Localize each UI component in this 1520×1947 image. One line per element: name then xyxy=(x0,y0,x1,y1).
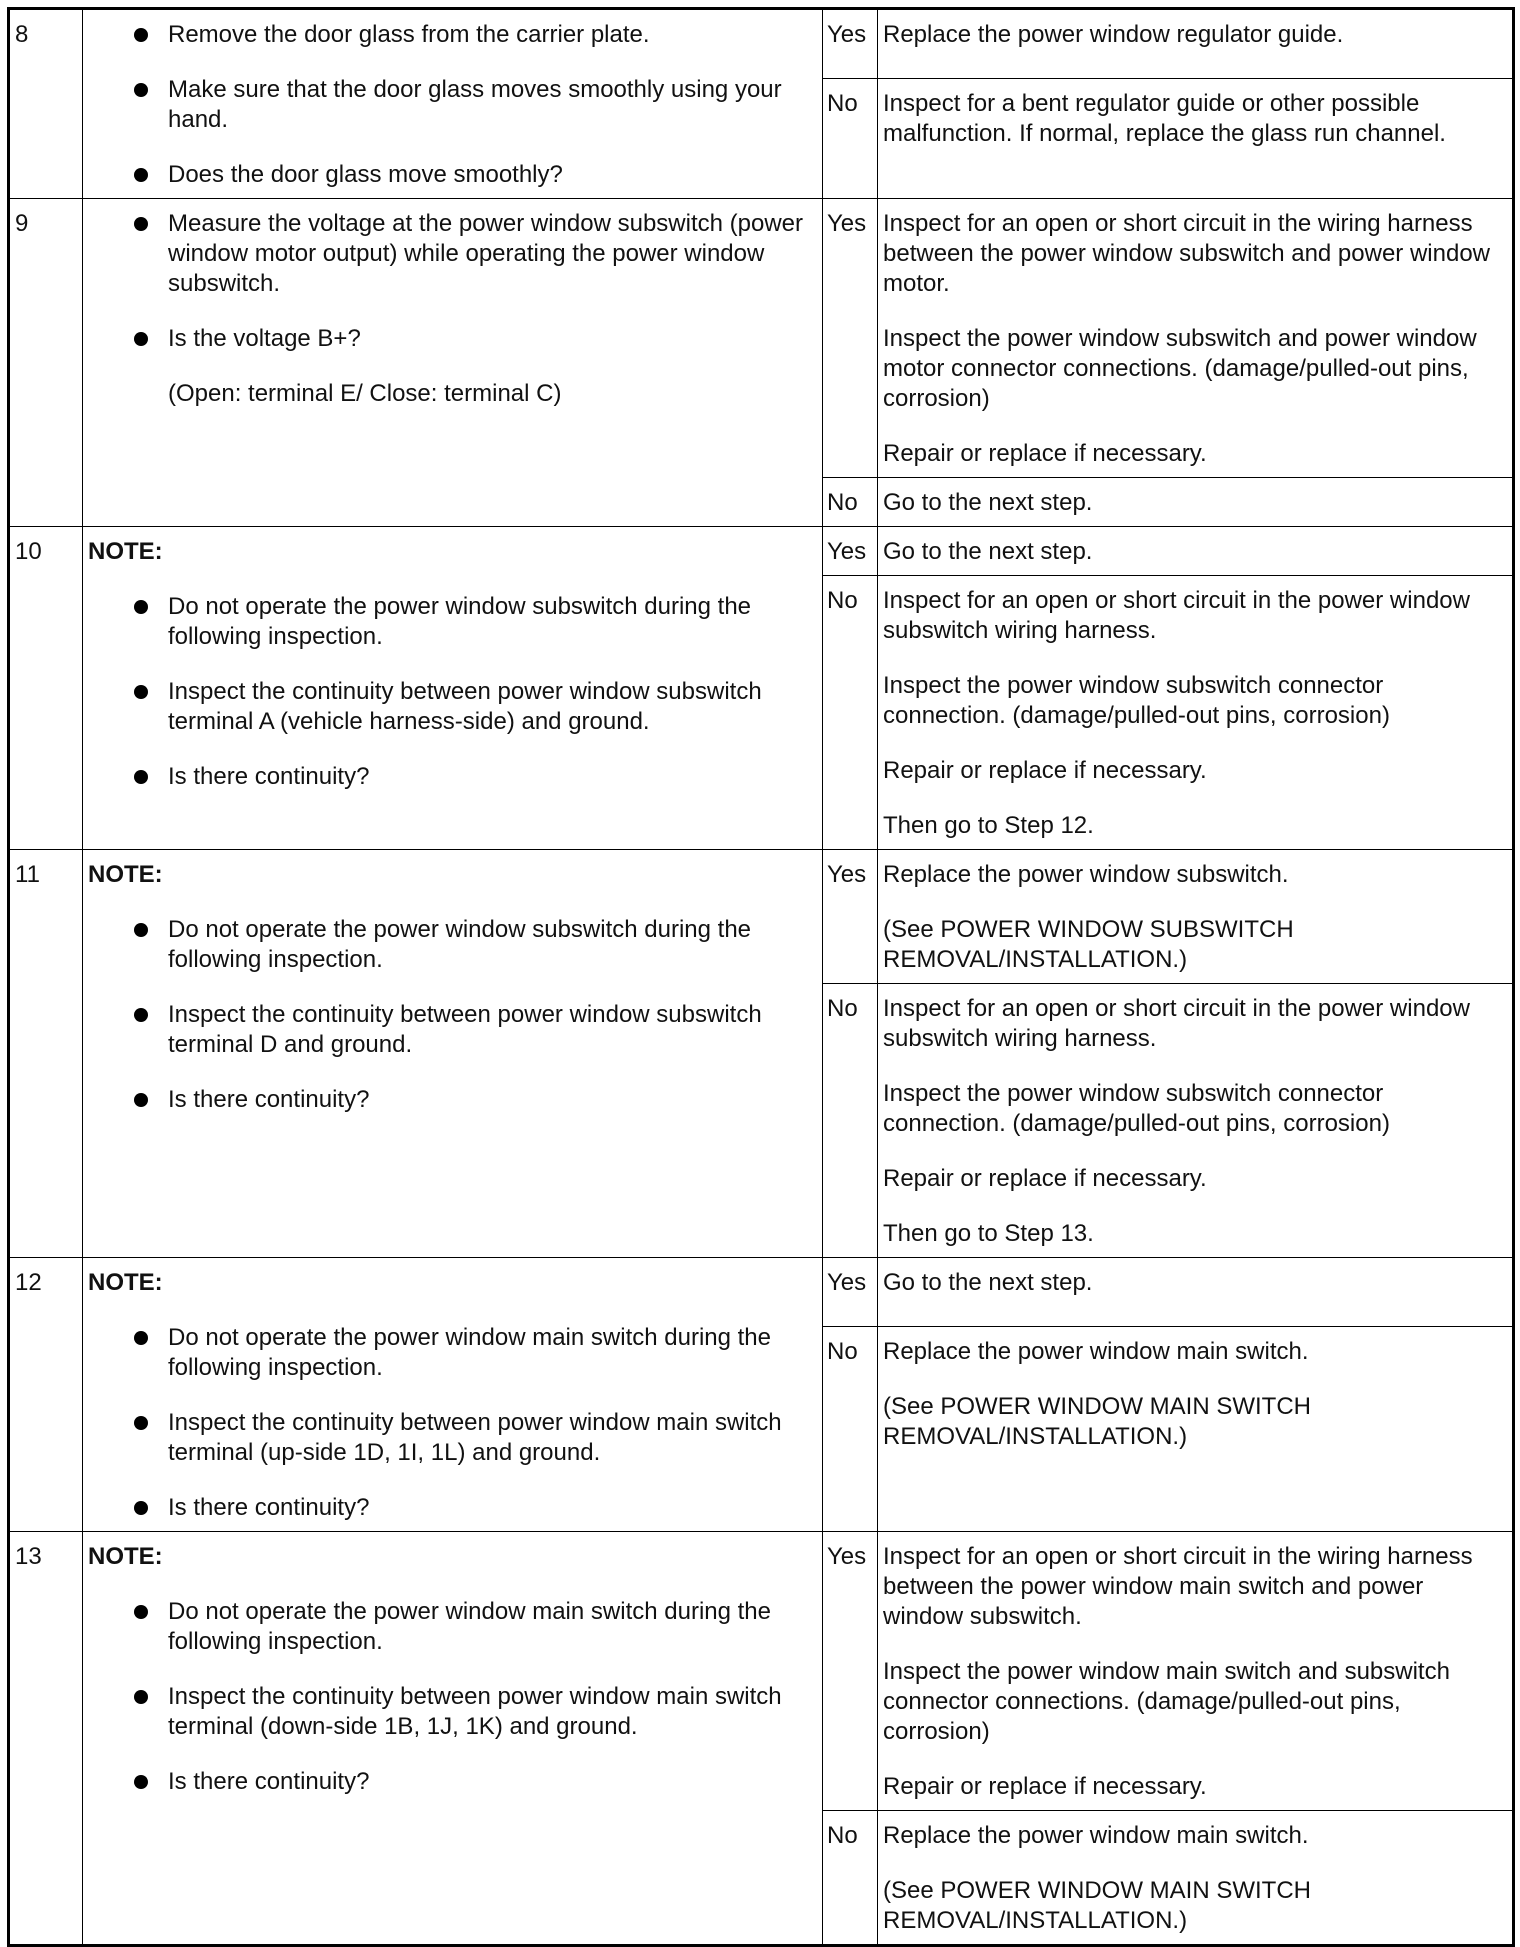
action-cell xyxy=(878,850,1514,984)
list-item xyxy=(88,75,812,135)
inspection-cell xyxy=(83,527,823,850)
action-cell xyxy=(878,576,1514,850)
troubleshooting-table xyxy=(7,7,1515,1947)
bullet-dot-icon xyxy=(134,1093,148,1107)
action-text: Go to the next step. xyxy=(883,1269,1093,1296)
result-label: Yes xyxy=(823,850,878,984)
step-number: 9 xyxy=(9,199,83,527)
table-row xyxy=(9,9,1514,79)
list-item xyxy=(88,160,812,190)
bullet-dot-icon xyxy=(134,1775,148,1789)
result-label: No xyxy=(823,1326,878,1531)
action-text: Replace the power window main switch. xyxy=(883,1337,1309,1365)
action-text: Inspect for an open or short circuit in the power window subswitch wiring harness. xyxy=(883,995,1470,1052)
inspection-text: Do not operate the power window subswitch during the following inspection. xyxy=(168,593,752,650)
note-label: NOTE: xyxy=(88,1269,163,1296)
result-label: No xyxy=(823,478,878,527)
result-label: Yes xyxy=(823,9,878,79)
action-text: Inspect the power window main switch and subswitch connector connections. (damage/pulled-out pins, corrosion) xyxy=(883,1658,1450,1745)
inspection-list xyxy=(88,1597,812,1797)
action-text: Then go to Step 12. xyxy=(883,812,1094,839)
action-text: Repair or replace if necessary. xyxy=(883,1773,1207,1800)
inspection-text: Is there continuity? xyxy=(168,1494,370,1521)
bullet-dot-icon xyxy=(134,923,148,937)
inspection-list xyxy=(88,20,812,190)
action-text: Repair or replace if necessary. xyxy=(883,1165,1207,1192)
inspection-text: Inspect the continuity between power window subswitch terminal D and ground. xyxy=(168,1001,762,1058)
inspection-text: Is there continuity? xyxy=(168,763,370,790)
action-text: (See POWER WINDOW MAIN SWITCH REMOVAL/INSTALLATION.) xyxy=(883,1877,1311,1934)
table-row xyxy=(9,1258,1514,1327)
action-text: Go to the next step. xyxy=(883,489,1093,516)
inspection-list xyxy=(88,1323,812,1523)
action-text: Inspect the power window subswitch and power window motor connector connections. (damage/pulled-out pins, corrosion) xyxy=(883,325,1477,412)
action-text: Repair or replace if necessary. xyxy=(883,757,1207,784)
action-cell xyxy=(878,527,1514,576)
inspection-cell xyxy=(83,1532,823,1946)
bullet-dot-icon xyxy=(134,1690,148,1704)
inspection-cell xyxy=(83,1258,823,1532)
inspection-list xyxy=(88,592,812,792)
list-item xyxy=(88,1767,812,1797)
inspection-text: Inspect the continuity between power window main switch terminal (up-side 1D, 1I, 1L) and ground. xyxy=(168,1409,782,1466)
inspection-text: Do not operate the power window main switch during the following inspection. xyxy=(168,1324,771,1381)
bullet-dot-icon xyxy=(134,217,148,231)
step-number: 10 xyxy=(9,527,83,850)
list-item xyxy=(88,915,812,975)
table-row xyxy=(9,199,1514,478)
result-label: No xyxy=(823,1811,878,1946)
action-text: Inspect for an open or short circuit in the power window subswitch wiring harness. xyxy=(883,587,1470,644)
action-cell xyxy=(878,9,1514,79)
action-cell xyxy=(878,478,1514,527)
inspection-text: Does the door glass move smoothly? xyxy=(168,161,563,188)
list-item xyxy=(88,1323,812,1383)
action-text: Inspect for an open or short circuit in the wiring harness between the power window main switch and power window subswitch. xyxy=(883,1543,1473,1630)
result-label: Yes xyxy=(823,1532,878,1811)
list-item xyxy=(88,592,812,652)
bullet-dot-icon xyxy=(134,1501,148,1515)
terminal-note: (Open: terminal E/ Close: terminal C) xyxy=(168,380,562,407)
inspection-list xyxy=(88,209,812,354)
bullet-dot-icon xyxy=(134,28,148,42)
result-label: Yes xyxy=(823,527,878,576)
action-cell xyxy=(878,199,1514,478)
list-item xyxy=(88,677,812,737)
list-item xyxy=(88,1682,812,1742)
step-number: 8 xyxy=(9,9,83,199)
bullet-dot-icon xyxy=(134,770,148,784)
table-row xyxy=(9,1532,1514,1811)
inspection-text: Is the voltage B+? xyxy=(168,325,361,352)
inspection-text: Is there continuity? xyxy=(168,1768,370,1795)
result-label: Yes xyxy=(823,199,878,478)
list-item xyxy=(88,1000,812,1060)
action-cell xyxy=(878,1258,1514,1327)
action-text: Replace the power window regulator guide. xyxy=(883,21,1344,48)
action-cell xyxy=(878,79,1514,199)
list-item xyxy=(88,1597,812,1657)
note-label: NOTE: xyxy=(88,861,163,888)
action-cell xyxy=(878,1532,1514,1811)
step-number: 12 xyxy=(9,1258,83,1532)
bullet-dot-icon xyxy=(134,1605,148,1619)
bullet-dot-icon xyxy=(134,1008,148,1022)
action-cell xyxy=(878,1326,1514,1531)
inspection-text: Do not operate the power window main switch during the following inspection. xyxy=(168,1598,771,1655)
list-item xyxy=(88,1085,812,1115)
inspection-text: Do not operate the power window subswitch during the following inspection. xyxy=(168,916,752,973)
action-text: Replace the power window main switch. xyxy=(883,1822,1309,1849)
list-item xyxy=(88,1408,812,1468)
action-text: Then go to Step 13. xyxy=(883,1220,1094,1247)
list-item xyxy=(88,1493,812,1523)
action-text: Inspect the power window subswitch connector connection. (damage/pulled-out pins, corrosion) xyxy=(883,1080,1390,1137)
result-label: No xyxy=(823,984,878,1258)
inspection-text: Is there continuity? xyxy=(168,1086,370,1113)
table-row xyxy=(9,527,1514,576)
action-text: Inspect for an open or short circuit in the wiring harness between the power window subswitch and power window motor. xyxy=(883,210,1491,297)
step-number: 13 xyxy=(9,1532,83,1946)
list-item xyxy=(88,762,812,792)
action-text: Inspect the power window subswitch connector connection. (damage/pulled-out pins, corrosion) xyxy=(883,672,1390,729)
bullet-dot-icon xyxy=(134,685,148,699)
bullet-dot-icon xyxy=(134,1331,148,1345)
list-item xyxy=(88,324,812,354)
action-text: Go to the next step. xyxy=(883,538,1093,565)
action-text: (See POWER WINDOW SUBSWITCH REMOVAL/INSTALLATION.) xyxy=(883,916,1294,973)
inspection-cell xyxy=(83,199,823,527)
step-number: 11 xyxy=(9,850,83,1258)
bullet-dot-icon xyxy=(134,168,148,182)
action-text: Replace the power window subswitch. xyxy=(883,861,1289,888)
inspection-text: Remove the door glass from the carrier plate. xyxy=(168,21,650,48)
list-item xyxy=(88,20,812,50)
result-label: No xyxy=(823,79,878,199)
list-item xyxy=(88,209,812,299)
action-cell xyxy=(878,1811,1514,1946)
inspection-text: Make sure that the door glass moves smoothly using your hand. xyxy=(168,76,782,133)
table-row xyxy=(9,850,1514,984)
bullet-dot-icon xyxy=(134,332,148,346)
note-label: NOTE: xyxy=(88,1543,163,1570)
inspection-cell xyxy=(83,9,823,199)
action-text: Inspect for a bent regulator guide or other possible malfunction. If normal, replace the glass run channel. xyxy=(883,90,1446,147)
action-text: Repair or replace if necessary. xyxy=(883,440,1207,467)
bullet-dot-icon xyxy=(134,600,148,614)
inspection-list xyxy=(88,915,812,1115)
bullet-dot-icon xyxy=(134,83,148,97)
result-label: No xyxy=(823,576,878,850)
inspection-text: Measure the voltage at the power window subswitch (power window motor output) while operating the power window subswitch. xyxy=(168,210,803,297)
note-label: NOTE: xyxy=(88,538,163,565)
action-text: (See POWER WINDOW MAIN SWITCH REMOVAL/INSTALLATION.) xyxy=(883,1392,1311,1450)
inspection-text: Inspect the continuity between power window subswitch terminal A (vehicle harness-side) and ground. xyxy=(168,678,762,735)
action-cell xyxy=(878,984,1514,1258)
bullet-dot-icon xyxy=(134,1416,148,1430)
inspection-cell xyxy=(83,850,823,1258)
inspection-text: Inspect the continuity between power window main switch terminal (down-side 1B, 1J, 1K) and ground. xyxy=(168,1683,782,1740)
result-label: Yes xyxy=(823,1258,878,1327)
